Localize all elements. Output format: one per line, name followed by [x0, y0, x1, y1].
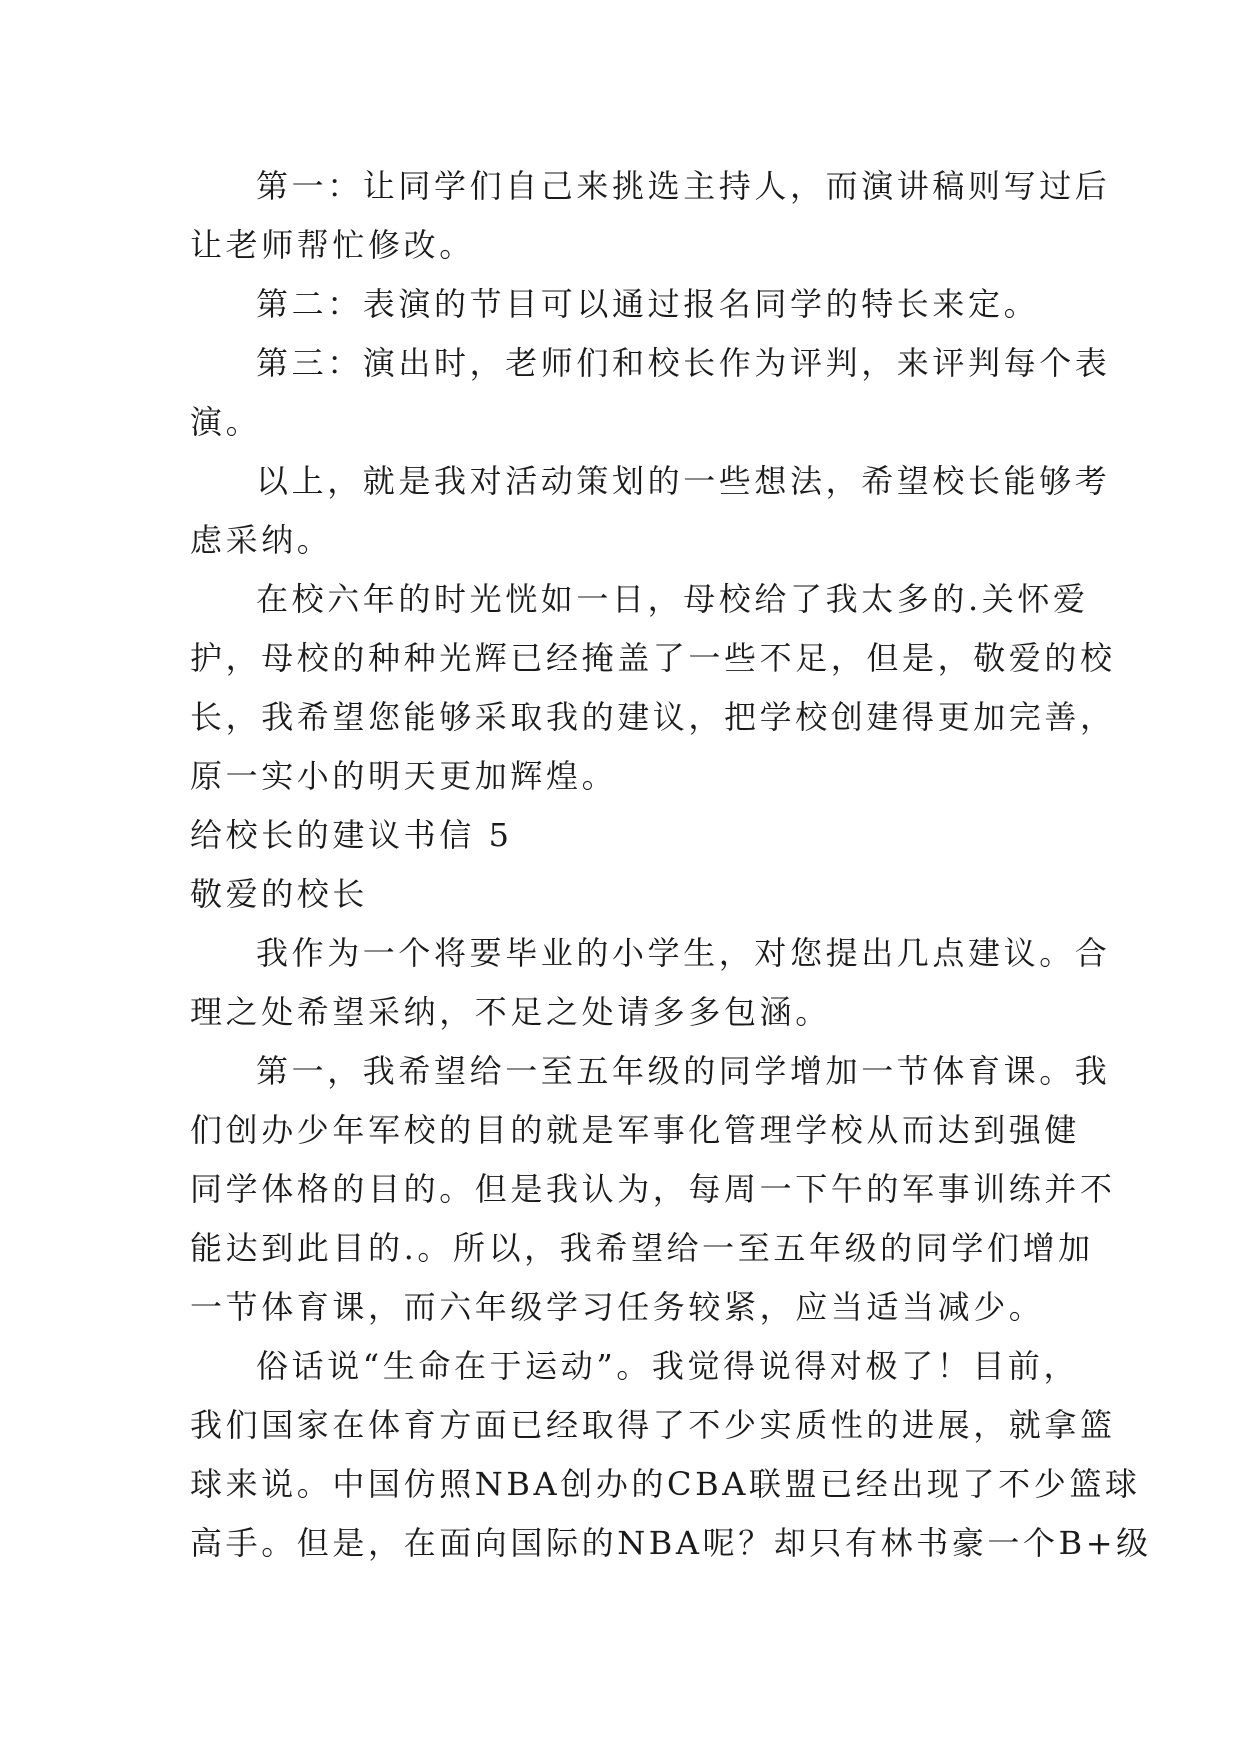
paragraph-line: 让老师帮忙修改。: [190, 226, 475, 264]
paragraph-line: 演。: [190, 403, 262, 441]
paragraph-line: 们创办少年军校的目的就是军事化管理学校从而达到强健: [190, 1111, 1081, 1149]
section-heading: 给校长的建议书信 5: [190, 816, 513, 854]
paragraph-line: 原一实小的明天更加辉煌。: [190, 757, 618, 795]
paragraph-line: 第二：表演的节目可以通过报名同学的特长来定。: [256, 285, 1040, 323]
paragraph-line: 第一：让同学们自己来挑选主持人，而演讲稿则写过后: [256, 167, 1111, 205]
paragraph-line: 高手。但是，在面向国际的NBA呢？却只有林书豪一个B+级: [190, 1524, 1152, 1562]
paragraph-line: 第三：演出时，老师们和校长作为评判，来评判每个表: [256, 344, 1111, 382]
paragraph-line: 俗话说“生命在于运动”。我觉得说得对极了！目前，: [256, 1347, 1080, 1385]
paragraph-line: 球来说。中国仿照NBA创办的CBA联盟已经出现了不少篮球: [190, 1465, 1141, 1503]
paragraph-line: 以上，就是我对活动策划的一些想法，希望校长能够考: [256, 462, 1111, 500]
paragraph-line: 长，我希望您能够采取我的建议，把学校创建得更加完善，: [190, 698, 1116, 736]
salutation: 敬爱的校长: [190, 875, 369, 913]
paragraph-line: 虑采纳。: [190, 521, 333, 559]
paragraph-line: 理之处希望采纳，不足之处请多多包涵。: [190, 993, 831, 1031]
paragraph-line: 我作为一个将要毕业的小学生，对您提出几点建议。合: [256, 934, 1111, 972]
document-page: [190, 157, 1152, 1573]
paragraph-line: 护，母校的种种光辉已经掩盖了一些不足，但是，敬爱的校: [190, 639, 1116, 677]
paragraph-line: 同学体格的目的。但是我认为，每周一下午的军事训练并不: [190, 1170, 1116, 1208]
paragraph-line: 第一，我希望给一至五年级的同学增加一节体育课。我: [256, 1052, 1111, 1090]
paragraph-line: 能达到此目的.。所以，我希望给一至五年级的同学们增加: [190, 1229, 1094, 1267]
paragraph-line: 一节体育课，而六年级学习任务较紧，应当适当减少。: [190, 1288, 1045, 1326]
paragraph-line: 我们国家在体育方面已经取得了不少实质性的进展，就拿篮: [190, 1406, 1116, 1444]
paragraph-line: 在校六年的时光恍如一日，母校给了我太多的.关怀爱: [256, 580, 1089, 618]
